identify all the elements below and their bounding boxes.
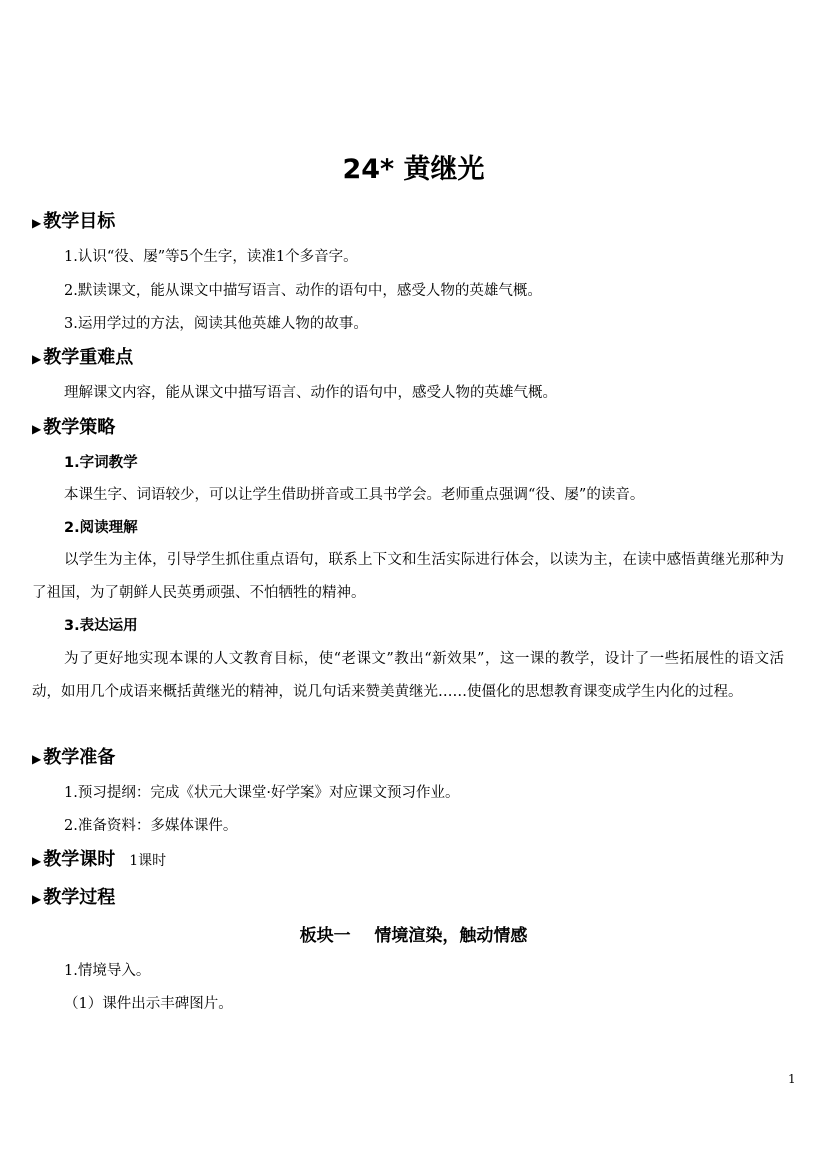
strategy-subheading: 3.表达运用 bbox=[64, 618, 138, 634]
heading-goals: ▶ 教学目标 bbox=[32, 211, 116, 232]
heading-process: ▶ 教学过程 bbox=[32, 887, 116, 908]
triangle-marker-icon: ▶ bbox=[32, 352, 42, 366]
goal-item: 1.认识“役、屡”等5个生字，读准1个多音字。 bbox=[64, 249, 358, 265]
strategy-subheading: 1.字词教学 bbox=[64, 455, 138, 471]
heading-key-points: ▶ 教学重难点 bbox=[32, 347, 134, 368]
strategy-paragraph: 为了更好地实现本课的人文教育目标，使“老课文”教出“新效果”，这一课的教学，设计了一些拓展性的语文活动，如用几个成语来概括黄继光的精神，说几句话来赞美黄继光……使僵化的思想教育课变成学生内化的过程。 bbox=[32, 651, 784, 700]
hours-value: 1课时 bbox=[129, 853, 167, 869]
triangle-marker-icon: ▶ bbox=[32, 216, 42, 230]
heading-strategy: ▶ 教学策略 bbox=[32, 417, 116, 438]
key-points-text: 理解课文内容，能从课文中描写语言、动作的语句中，感受人物的英雄气概。 bbox=[64, 385, 557, 401]
process-item: （1）课件出示丰碑图片。 bbox=[64, 996, 233, 1012]
page-number: 1 bbox=[788, 1072, 796, 1086]
preparation-item: 1.预习提纲：完成《状元大课堂·好学案》对应课文预习作业。 bbox=[64, 785, 460, 801]
strategy-paragraph: 以学生为主体，引导学生抓住重点语句，联系上下文和生活实际进行体会，以读为主，在读中感悟黄继光那种为了祖国，为了朝鲜人民英勇顽强、不怕牺牲的精神。 bbox=[32, 552, 784, 601]
page-title: 24* 黄继光 bbox=[342, 154, 485, 185]
preparation-item: 2.准备资料：多媒体课件。 bbox=[64, 818, 238, 834]
triangle-marker-icon: ▶ bbox=[32, 422, 42, 436]
block-title: 板块一 情境渲染，触动情感 bbox=[299, 926, 528, 946]
heading-hours: ▶ 教学课时 1课时 bbox=[32, 849, 167, 870]
goal-item: 2.默读课文，能从课文中描写语言、动作的语句中，感受人物的英雄气概。 bbox=[64, 283, 542, 299]
triangle-marker-icon: ▶ bbox=[32, 854, 42, 868]
strategy-paragraph: 本课生字、词语较少，可以让学生借助拼音或工具书学会。老师重点强调“役、屡”的读音。 bbox=[64, 487, 645, 503]
strategy-subheading: 2.阅读理解 bbox=[64, 520, 138, 536]
heading-preparation: ▶ 教学准备 bbox=[32, 747, 116, 768]
triangle-marker-icon: ▶ bbox=[32, 752, 42, 766]
process-item: 1.情境导入。 bbox=[64, 963, 151, 979]
triangle-marker-icon: ▶ bbox=[32, 892, 42, 906]
goal-item: 3.运用学过的方法，阅读其他英雄人物的故事。 bbox=[64, 316, 368, 332]
